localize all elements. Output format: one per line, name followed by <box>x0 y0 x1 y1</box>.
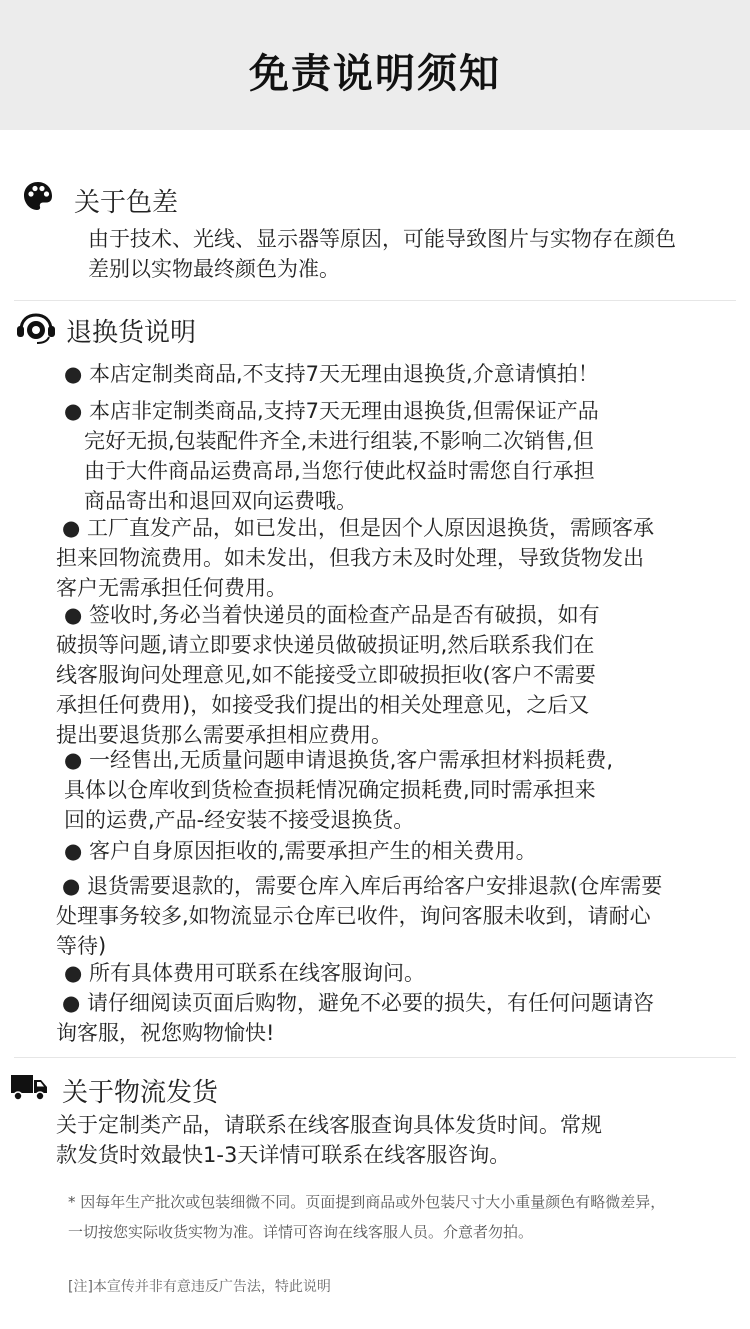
text-line: 款发货时效最快1-3天详情可联系在线客服咨询。 <box>56 1143 511 1167</box>
text-line: ● 签收时,务必当着快递员的面检查产品是否有破损，如有 <box>64 603 600 627</box>
page-title: 免责说明须知 <box>249 51 501 97</box>
text-line: ● 所有具体费用可联系在线客服询问。 <box>64 961 425 985</box>
return-bullet-6 <box>64 836 537 866</box>
footer-note: [注]本宣传并非有意违反广告法，特此说明 <box>68 1279 331 1295</box>
text-line: 具体以仓库收到货检查损耗情况确定损耗费,同时需承担来 <box>64 778 596 802</box>
text-line: 差别以实物最终颜色为准。 <box>88 257 340 281</box>
text-line: 由于技术、光线、显示器等原因，可能导致图片与实物存在颜色 <box>88 227 676 251</box>
delivery-truck-icon <box>10 1072 48 1102</box>
logistics-section-text <box>56 1110 602 1170</box>
text-line: 客户无需承担任何费用。 <box>56 576 287 600</box>
text-line: 处理事务较多,如物流显示仓库已收件，询问客服未收到，请耐心 <box>56 904 651 928</box>
header-banner <box>0 0 750 130</box>
return-bullet-3 <box>56 513 654 603</box>
color-section-text <box>88 224 676 284</box>
text-line: 提出要退货那么需要承担相应费用。 <box>56 723 392 747</box>
return-bullet-2 <box>64 396 599 516</box>
return-bullet-9 <box>56 988 654 1048</box>
text-line: 等待) <box>56 934 107 958</box>
text-line: * 因每年生产批次或包装细微不同。页面提到商品或外包装尺寸大小重量颜色有略微差异， <box>68 1193 666 1211</box>
return-bullet-5 <box>64 745 613 835</box>
text-line: 回的运费,产品-经安装不接受退换货。 <box>64 808 415 832</box>
section-divider <box>14 1057 736 1058</box>
return-bullet-8 <box>64 958 425 988</box>
logistics-section-title: 关于物流发货 <box>62 1078 219 1108</box>
text-line: 商品寄出和退回双向运费哦。 <box>84 489 357 513</box>
disclaimer-note <box>68 1187 665 1247</box>
text-line: ● 工厂直发产品，如已发出，但是因个人原因退换货，需顾客承 <box>62 516 654 540</box>
text-line: 完好无损,包装配件齐全,未进行组装,不影响二次销售,但 <box>84 429 594 453</box>
text-line: 线客服询问处理意见,如不能接受立即破损拒收(客户不需要 <box>56 663 596 687</box>
text-line: 承担任何费用)，如接受我们提出的相关处理意见，之后又 <box>56 693 590 717</box>
return-bullet-4 <box>56 600 600 750</box>
return-bullet-1 <box>64 359 599 389</box>
palette-icon <box>22 180 54 212</box>
text-line: 关于定制类产品，请联系在线客服查询具体发货时间。常规 <box>56 1113 602 1137</box>
return-bullet-7 <box>56 871 662 961</box>
return-section-title: 退换货说明 <box>66 318 197 348</box>
text-line: 破损等问题,请立即要求快递员做破损证明,然后联系我们在 <box>56 633 595 657</box>
text-line: 询客服，祝您购物愉快! <box>56 1021 275 1045</box>
text-line: 担来回物流费用。如未发出，但我方未及时处理，导致货物发出 <box>56 546 644 570</box>
text-line: ● 请仔细阅读页面后购物，避免不必要的损失，有任何问题请咨 <box>62 991 654 1015</box>
color-section-title: 关于色差 <box>74 188 179 218</box>
text-line: ● 本店定制类商品,不支持7天无理由退换货,介意请慎拍！ <box>64 362 599 386</box>
headset-service-icon <box>16 312 56 346</box>
text-line: ● 退货需要退款的，需要仓库入库后再给客户安排退款(仓库需要 <box>62 874 663 898</box>
text-line: ● 客户自身原因拒收的,需要承担产生的相关费用。 <box>64 839 537 863</box>
text-line: 由于大件商品运费高昂,当您行使此权益时需您自行承担 <box>84 459 595 483</box>
text-line: 一切按您实际收货实物为准。详情可咨询在线客服人员。介意者勿拍。 <box>68 1223 534 1241</box>
section-divider <box>14 300 736 301</box>
text-line: ● 一经售出,无质量问题申请退换货,客户需承担材料损耗费, <box>64 748 614 772</box>
text-line: ● 本店非定制类商品,支持7天无理由退换货,但需保证产品 <box>64 399 599 423</box>
